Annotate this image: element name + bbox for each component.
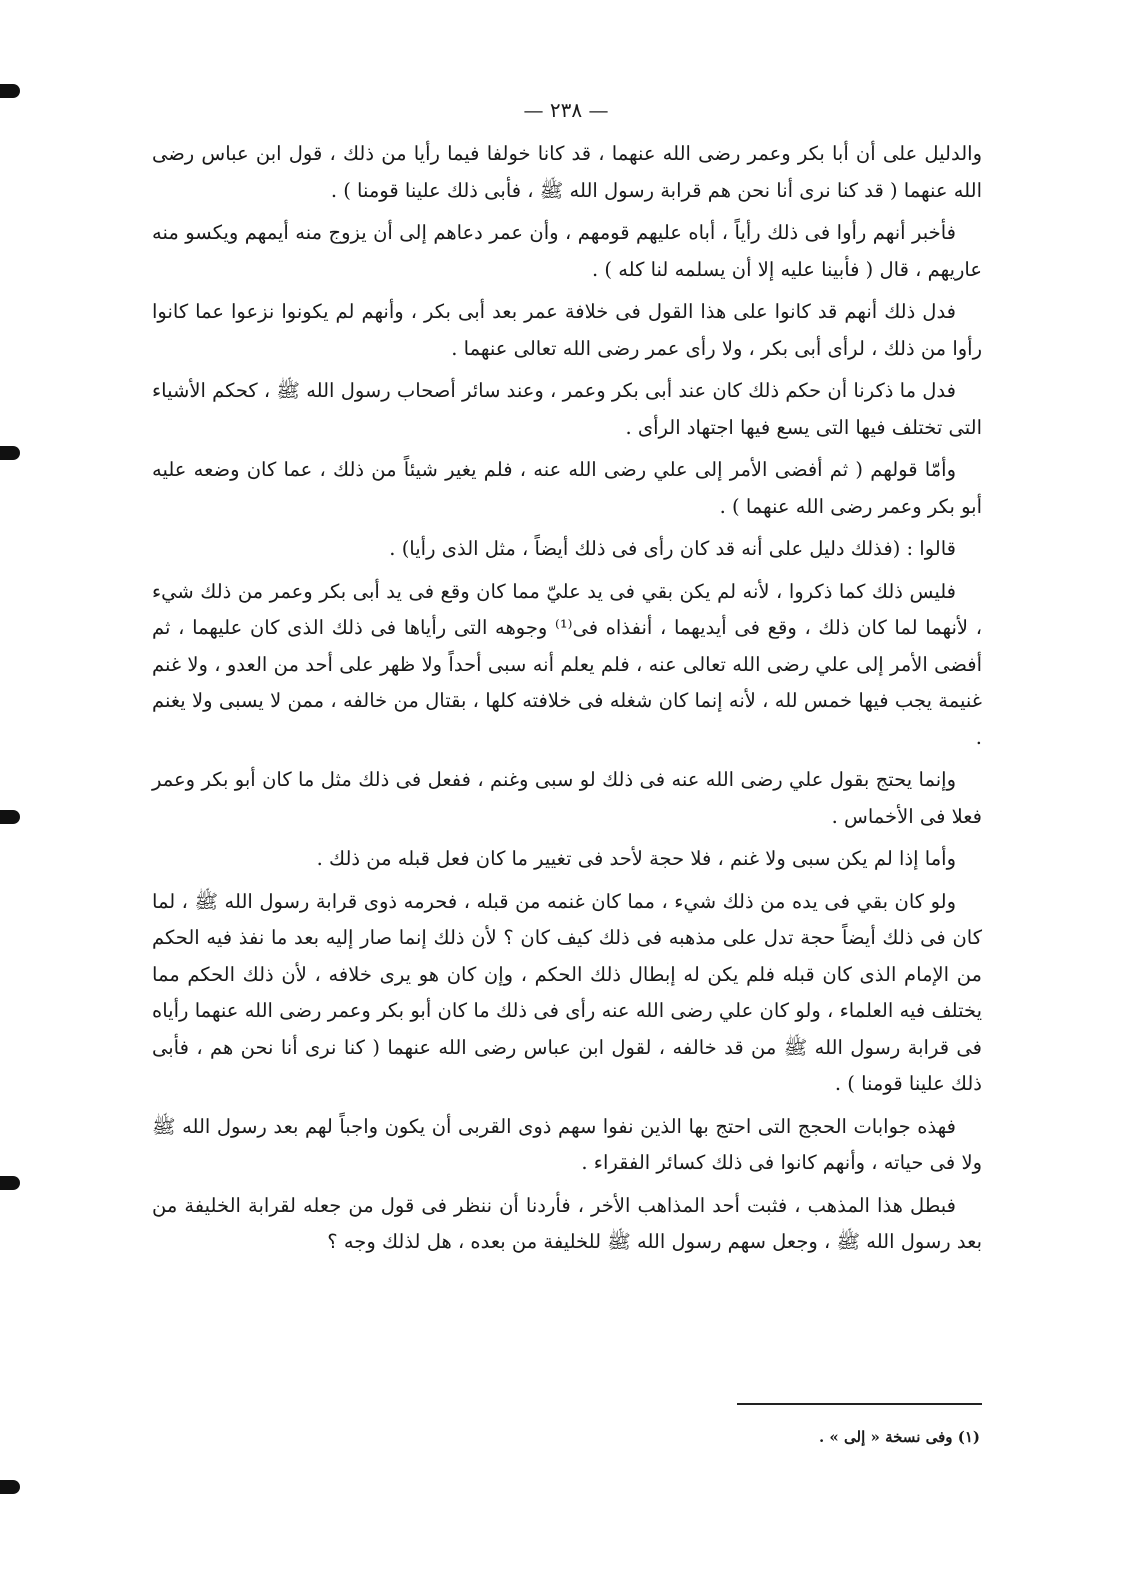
scan-edge-mark [0,446,20,460]
paragraph: فهذه جوابات الحجج التى احتج بها الذين نفوا سهم ذوى القربى أن يكون واجباً لهم بعد رسول الله ﷺ ولا فى حياته ، وأنهم كانوا فى ذلك كسائر الفقراء . [152,1114,982,1174]
paragraph: ولو كان بقي فى يده من ذلك شيء ، مما كان غنمه من قبله ، فحرمه ذوى قرابة رسول الله ﷺ ، لما كان فى ذلك أيضاً حجة تدل على مذهبه فى ذلك كيف كان ؟ لأن ذلك إنما صار إليه بعد ما نفذ فيه الحكم من الإمام الذى كان قبله فلم يكن له إبطال ذلك الحكم ، وإن كان هو يرى خلافه ، لأن ذلك الحكم مما يختلف فيه العلماء ، ولو كان علي رضى الله عنه رأى فى ذلك ما كان أبو بكر وعمر رضى الله عنهما رأياه فى قرابة رسول الله ﷺ من قد خالفه ، لقول ابن عباس رضى الله عنهما ( كنا نرى أنا نحن هم ، فأبى ذلك علينا قومنا ) . [152,889,982,1095]
paragraph: فدل ما ذكرنا أن حكم ذلك كان عند أبى بكر وعمر ، وعند سائر أصحاب رسول الله ﷺ ، كحكم الأشياء التى تختلف فيها التى يسع فيها اجتهاد الرأى . [152,379,982,439]
paragraph: فدل ذلك أنهم قد كانوا على هذا القول فى خلافة عمر بعد أبى بكر ، وأنهم لم يكونوا نزعوا عما كانوا رأوا من ذلك ، لرأى أبى بكر ، ولا رأى عمر رضى الله تعالى عنهما . [152,300,982,360]
footnote: (١) وفى نسخة « إلى » . [818,1428,980,1446]
scan-edge-mark [0,84,20,98]
scan-edge-mark [0,1480,20,1494]
paragraph: وأما إذا لم يكن سبى ولا غنم ، فلا حجة لأحد فى تغيير ما كان فعل قبله من ذلك . [316,847,956,870]
body-text [152,136,982,1267]
footnote-divider [737,1403,982,1405]
paragraph: فأخبر أنهم رأوا فى ذلك رأياً ، أباه عليهم قومهم ، وأن عمر دعاهم إلى أن يزوج منه أيمهم ويكسو منه عاريهم ، قال ( فأبينا عليه إلا أن يسلمه لنا كله ) . [152,221,982,281]
scan-edge-mark [0,1176,20,1190]
paragraph: وأمّا قولهم ( ثم أفضى الأمر إلى علي رضى الله عنه ، فلم يغير شيئاً من ذلك ، عما كان وضعه عليه أبو بكر وعمر رضى الله عنهما ) . [152,458,982,518]
paragraph: فبطل هذا المذهب ، فثبت أحد المذاهب الأخر ، فأردنا أن ننظر فى قول من جعله لقرابة الخليفة من بعد رسول الله ﷺ ، وجعل سهم رسول الله ﷺ للخليفة من بعده ، هل لذلك وجه ؟ [152,1193,982,1253]
page-number: — ٢٣٨ — [523,98,609,122]
paragraph: فليس ذلك كما ذكروا ، لأنه لم يكن بقي فى يد عليّ مما كان وقع فى يد أبى بكر وعمر من ذلك شيء ، لأنهما لما كان ذلك ، وقع فى أيديهما ، أنفذاه فى⁽¹⁾ وجوهه التى رأياها فى ذلك الذى كان عليهما ، ثم أفضى الأمر إلى علي رضى الله تعالى عنه ، فلم يعلم أنه سبى أحداً ولا ظهر على أحد من العدو ، ولا غنم غنيمة يجب فيها خمس لله ، لأنه إنما كان شغله فى خلافته كلها ، بقتال من خالفه ، ممن لا يسبى ولا يغنم . [152,579,982,749]
paragraph: والدليل على أن أبا بكر وعمر رضى الله عنهما ، قد كانا خولفا فيما رأيا من ذلك ، قول ابن عباس رضى الله عنهما ( قد كنا نرى أنا نحن هم قرابة رسول الله ﷺ ، فأبى ذلك علينا قومنا ) . [152,142,982,202]
paragraph: وإنما يحتج بقول علي رضى الله عنه فى ذلك لو سبى وغنم ، ففعل فى ذلك مثل ما كان أبو بكر وعمر فعلا فى الأخماس . [152,768,982,828]
paragraph: قالوا : (فذلك دليل على أنه قد كان رأى فى ذلك أيضاً ، مثل الذى رأيا) . [389,537,956,560]
scan-edge-mark [0,810,20,824]
